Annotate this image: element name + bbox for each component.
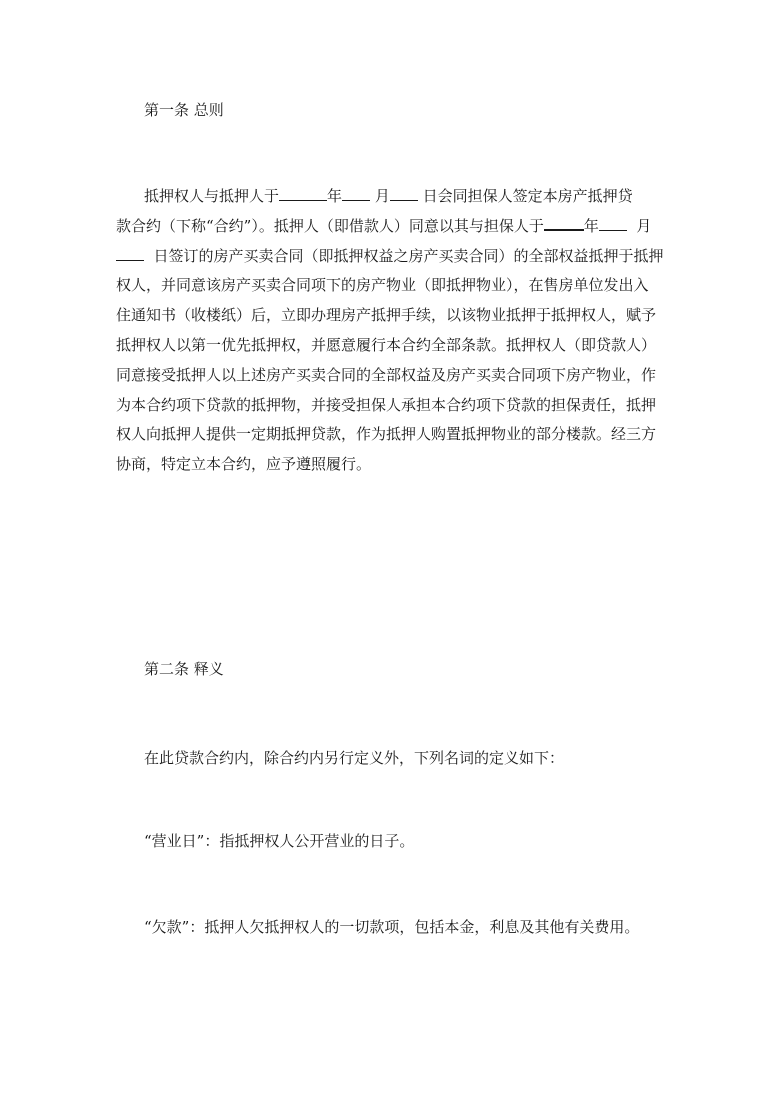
- date-blank-month[interactable]: [599, 214, 627, 231]
- paragraph-line: 权人，并同意该房产买卖合同项下的房产物业（即抵押物业），在售房单位发出入: [116, 276, 649, 295]
- article-1-paragraph: [116, 182, 664, 480]
- date-blank-day[interactable]: [390, 184, 418, 201]
- definition-business-day: “营业日”：指抵押权人公开营业的日子。: [144, 832, 415, 850]
- paragraph-line: 协商，特定立本合约，应予遵照履行。: [116, 455, 372, 474]
- paragraph-line: [116, 212, 661, 242]
- text-segment: 月: [374, 187, 390, 205]
- date-blank-year[interactable]: [544, 213, 584, 231]
- date-blank-month[interactable]: [342, 184, 370, 201]
- paragraph-line: 为本合约项下贷款的抵押物，并接受担保人承担本合约项下贷款的担保责任，抵押: [116, 395, 657, 414]
- paragraph-line: 同意接受抵押人以上述房产买卖合同的全部权益及房产买卖合同项下房产物业，作: [116, 365, 657, 384]
- text-segment: 抵押权人与抵押人于: [144, 187, 280, 205]
- text-segment: 年: [327, 187, 343, 205]
- article-1-heading: 第一条 总则: [144, 101, 224, 119]
- definitions-intro: 在此贷款合约内，除合约内另行定义外，下列名词的定义如下：: [144, 749, 565, 767]
- text-segment: 月: [636, 216, 652, 235]
- paragraph-line: 住通知书（收楼纸）后，立即办理房产抵押手续，以该物业抵押于抵押权人，赋予: [116, 306, 657, 325]
- date-blank-year[interactable]: [279, 184, 327, 201]
- date-blank-day[interactable]: [116, 244, 144, 261]
- paragraph-line: [116, 182, 661, 212]
- text-segment: 日会同担保人签定本房产抵押贷: [422, 187, 633, 205]
- article-2-heading: 第二条 释义: [144, 660, 224, 678]
- text-segment: 年: [583, 216, 599, 235]
- text-segment: 日签订的房产买卖合同（即抵押权益之房产买卖合同）的全部权益抵押于抵押: [153, 246, 664, 265]
- text-segment: 款合约（下称“合约”）。抵押人（即借款人）同意以其与担保人于: [116, 216, 544, 235]
- paragraph-line: 权人向抵押人提供一定期抵押贷款，作为抵押人购置抵押物业的部分楼款。经三方: [116, 425, 657, 444]
- paragraph-line: 抵押权人以第一优先抵押权，并愿意履行本合约全部条款。抵押权人（即贷款人）: [116, 335, 657, 354]
- definition-debt: “欠款”：抵押人欠抵押权人的一切款项，包括本金，利息及其他有关费用。: [144, 918, 640, 936]
- paragraph-line: [116, 242, 664, 272]
